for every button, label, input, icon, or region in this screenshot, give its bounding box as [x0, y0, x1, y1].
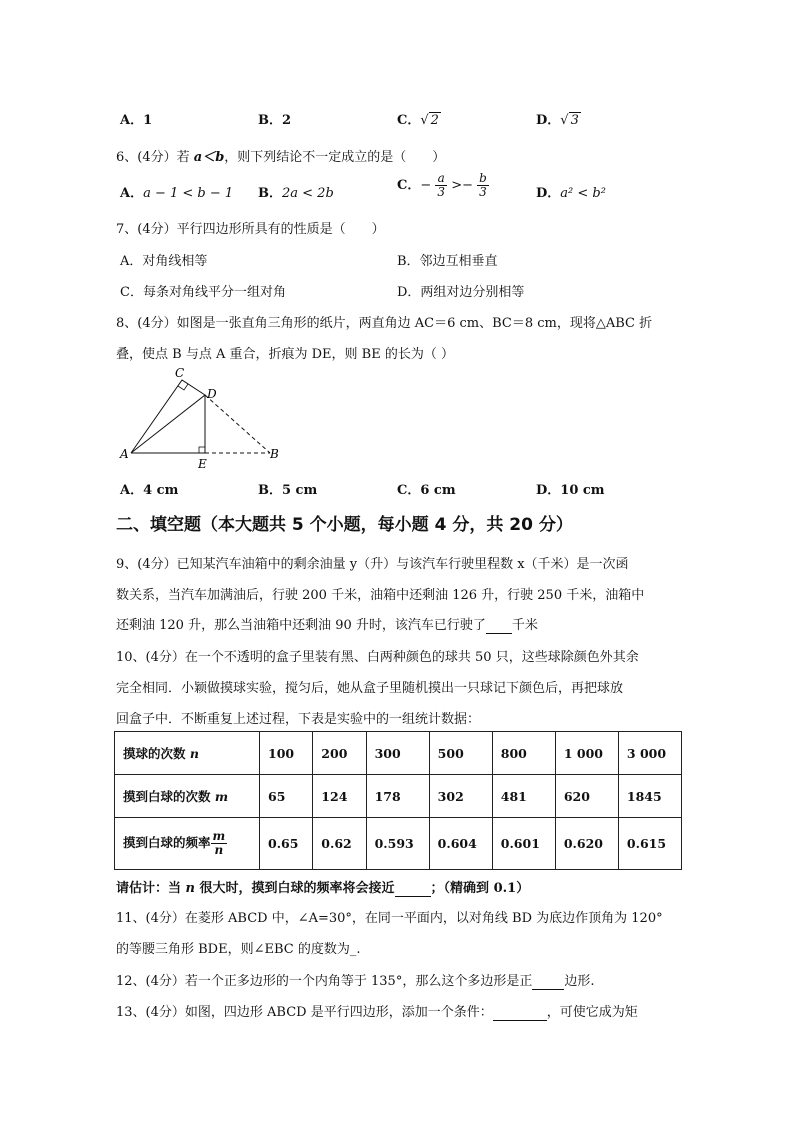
- table-cell: 0.601: [492, 818, 555, 870]
- label-e: E: [198, 457, 207, 471]
- table-cell: 1 000: [555, 732, 618, 775]
- q10-stats-table: [114, 731, 682, 870]
- q7-stem: 7、(4分）平行四边形所具有的性质是（ ）: [116, 222, 385, 237]
- q9-line1: 9、(4分）已知某汽车油箱中的剩余油量 y（升）与该汽车行驶里程数 x（千米）是一次函: [116, 557, 629, 572]
- q6-option-b: B．2a < 2b: [258, 186, 334, 201]
- q5-option-c: C．√ 2: [397, 113, 439, 128]
- q5-option-b: B．2: [258, 113, 292, 128]
- q10-line2: 完全相同．小颖做摸球实验，搅匀后，她从盒子里随机摸出一只球记下颜色后，再把球放: [116, 681, 624, 696]
- q5-option-d: D．√ 3: [536, 113, 579, 128]
- label-a: A: [120, 447, 129, 461]
- q8-option-b: B．5 cm: [258, 483, 318, 498]
- q11-line1: 11、(4分）在菱形 ABCD 中，∠A=30°，在同一平面内，以对角线 BD 为底边作顶角为 120°: [116, 911, 663, 926]
- q11-line2: 的等腰三角形 BDE，则∠EBC 的度数为_.: [116, 942, 361, 957]
- table-cell: 3 000: [618, 732, 681, 775]
- q6-stem: 6、(4分）若 a＜b，则下列结论不一定成立的是（ ）: [116, 150, 446, 165]
- q10-line3: 回盒子中．不断重复上述过程，下表是实验中的一组统计数据：: [116, 712, 481, 727]
- table-header-cell: 摸到白球的次数 m: [115, 775, 260, 818]
- table-cell: 178: [366, 775, 429, 818]
- table-cell: 620: [555, 775, 618, 818]
- table-cell: 0.615: [618, 818, 681, 870]
- table-cell: 500: [429, 732, 492, 775]
- table-cell: 0.62: [313, 818, 366, 870]
- q8-triangle-figure: [112, 362, 292, 472]
- table-cell: 0.620: [555, 818, 618, 870]
- table-cell: 481: [492, 775, 555, 818]
- q7-option-b: B．邻边互相垂直: [397, 254, 498, 269]
- table-cell: 302: [429, 775, 492, 818]
- q6-option-c: C．− $\frac{a}{3}$ >− $\frac{b}{3}$: [397, 171, 487, 199]
- label-d: D: [207, 387, 217, 401]
- q9-line2: 数关系，当汽车加满油后，行驶 200 千米，油箱中还剩油 126 升，行驶 250 千米，油箱中: [116, 588, 645, 603]
- q10-line1: 10、(4分）在一个不透明的盒子里装有黑、白两种颜色的球共 50 只，这些球除颜色外其余: [116, 650, 639, 665]
- q6-option-a: A．a − 1 < b − 1: [120, 186, 234, 201]
- q8-stem-line2: 叠，使点 B 与点 A 重合，折痕为 DE，则 BE 的长为（ ）: [116, 347, 454, 362]
- q7-option-c: C．每条对角线平分一组对角: [120, 285, 286, 300]
- table-cell: 100: [260, 732, 313, 775]
- table-header-cell: 摸到白球的频率 $\frac{m}{n}$: [115, 818, 260, 870]
- table-cell: 0.593: [366, 818, 429, 870]
- q6-option-d: D．a² < b²: [536, 186, 606, 201]
- table-row: [115, 775, 682, 818]
- label-b: B: [270, 447, 279, 461]
- table-cell: 300: [366, 732, 429, 775]
- q7-option-a: A．对角线相等: [120, 254, 208, 269]
- q8-option-c: C．6 cm: [397, 483, 456, 498]
- table-cell: 1845: [618, 775, 681, 818]
- table-cell: 200: [313, 732, 366, 775]
- label-c: C: [175, 366, 185, 380]
- q8-stem-line1: 8、(4分）如图是一张直角三角形的纸片，两直角边 AC＝6 cm、BC＝8 cm，现将△ABC 折: [116, 316, 653, 331]
- q5-option-a: A．1: [120, 113, 153, 128]
- table-cell: 800: [492, 732, 555, 775]
- table-cell: 65: [260, 775, 313, 818]
- table-cell: 0.65: [260, 818, 313, 870]
- section-2-title: 二、填空题（本大题共 5 个小题，每小题 4 分，共 20 分）: [116, 515, 573, 535]
- table-header-cell: 摸球的次数 n: [115, 732, 260, 775]
- q8-option-a: A．4 cm: [120, 483, 179, 498]
- table-row: [115, 732, 682, 775]
- table-cell: 124: [313, 775, 366, 818]
- q8-option-d: D．10 cm: [536, 483, 605, 498]
- table-cell: 0.604: [429, 818, 492, 870]
- table-row: [115, 818, 682, 870]
- q10-estimate: 请估计：当 n 很大时，摸到白球的频率将会接近 ；（精确到 0.1）: [116, 881, 530, 896]
- q7-option-d: D．两组对边分别相等: [397, 285, 525, 300]
- q13-line: 13、(4分）如图，四边形 ABCD 是平行四边形，添加一个条件： ，可使它成为矩: [116, 1005, 638, 1020]
- q12-line: 12、(4分）若一个正多边形的一个内角等于 135°，那么这个多边形是正 边形.: [116, 974, 595, 989]
- q9-line3: 还剩油 120 升，那么当油箱中还剩油 90 升时，该汽车已行驶了 千米: [116, 618, 538, 633]
